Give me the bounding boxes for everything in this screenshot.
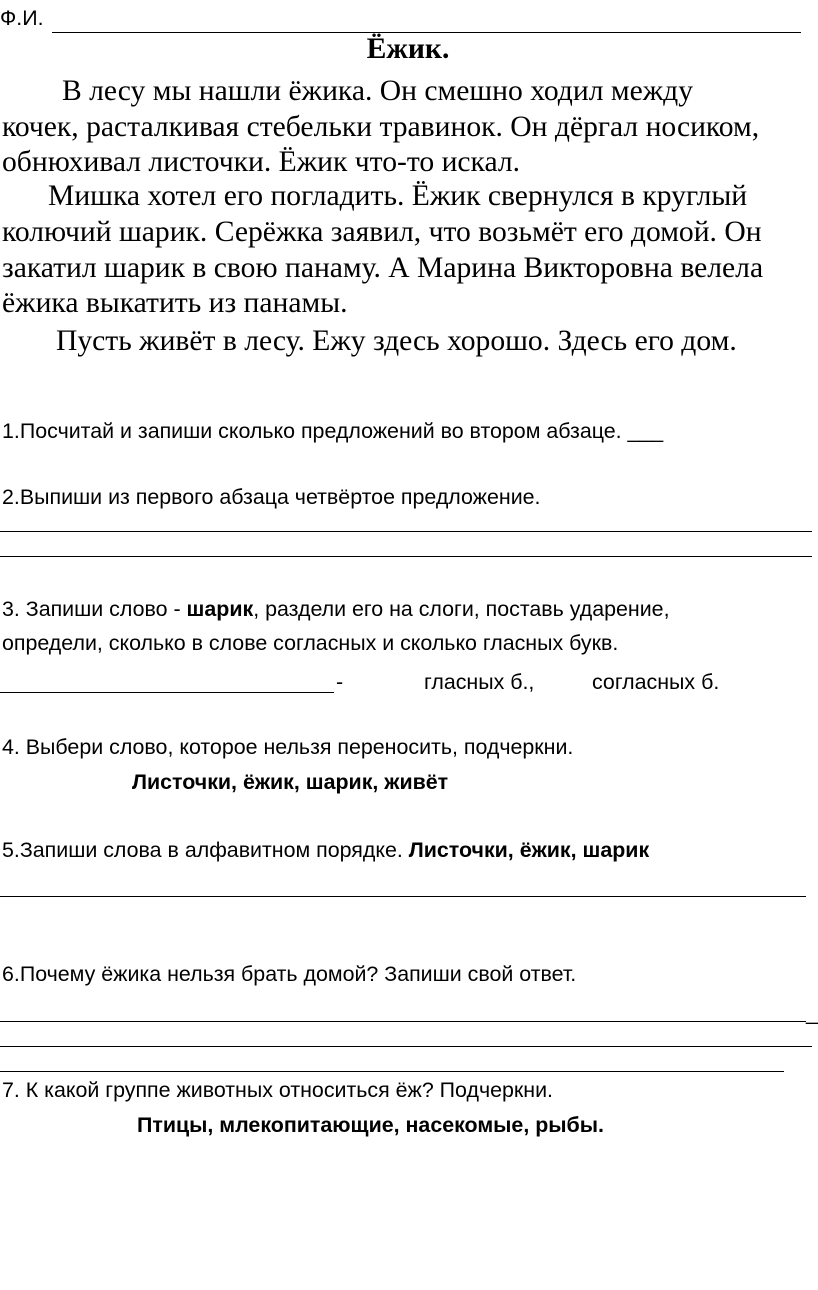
task-3-text-line-2: определи, сколько в слове согласных и сколько гласных букв. xyxy=(2,631,619,655)
story-line: кочек, расталкивая стебельки травинок. Он дёргал носиком, xyxy=(2,111,760,143)
task-5-answer-line[interactable] xyxy=(0,896,806,897)
page-title: Ёжик. xyxy=(366,33,450,65)
story-line: Мишка хотел его погладить. Ёжик свернулся в круглый xyxy=(48,180,748,212)
task-3-consonants-label: согласных б. xyxy=(592,670,720,694)
task-2-text: 2.Выпиши из первого абзаца четвёртое предложение. xyxy=(2,485,541,509)
task-7-words[interactable]: Птицы, млекопитающие, насекомые, рыбы. xyxy=(137,1113,604,1137)
story-line: ёжика выкатить из панамы. xyxy=(2,287,348,319)
task-3-prefix: 3. Запиши слово - xyxy=(2,597,187,621)
task-4-words[interactable]: Листочки, ёжик, шарик, живёт xyxy=(132,770,449,794)
task-3-dash: - xyxy=(336,670,344,694)
task-2-answer-line-1[interactable] xyxy=(0,531,812,532)
task-3-answer-line[interactable] xyxy=(0,692,334,693)
story-line: обнюхивал листочки. Ёжик что-то искал. xyxy=(2,146,521,178)
task-6-line-tail: _ xyxy=(806,1001,818,1025)
task-5-words: Листочки, ёжик, шарик xyxy=(408,838,650,862)
task-3-text xyxy=(2,599,670,620)
task-3-suffix: , раздели его на слоги, поставь ударение, xyxy=(253,597,670,621)
story-line: закатил шарик в свою панаму. А Марина Викторовна велела xyxy=(2,252,764,284)
task-6-answer-line-1[interactable] xyxy=(0,1021,806,1022)
task-6-answer-line-2[interactable] xyxy=(0,1046,812,1047)
task-5-prompt: 5.Запиши слова в алфавитном порядке. xyxy=(2,838,409,862)
task-5-text xyxy=(2,840,649,861)
task-4-text: 4. Выбери слово, которое нельзя переносить, подчеркни. xyxy=(2,735,574,759)
task-7-text: 7. К какой группе животных относиться ёж? Подчеркни. xyxy=(2,1078,553,1102)
story-line: колючий шарик. Серёжка заявил, что возьмёт его домой. Он xyxy=(2,216,762,248)
task-2-answer-line-2[interactable] xyxy=(0,556,812,557)
task-6-answer-line-3[interactable] xyxy=(0,1071,784,1072)
story-line: Пусть живёт в лесу. Ежу здесь хорошо. Здесь его дом. xyxy=(56,325,737,357)
task-3-word: шарик xyxy=(186,597,254,621)
story-line: В лесу мы нашли ёжика. Он смешно ходил между xyxy=(62,75,694,107)
task-1-text: 1.Посчитай и запиши сколько предложений во втором абзаце. ___ xyxy=(2,419,664,443)
task-6-text: 6.Почему ёжика нельзя брать домой? Запиши свой ответ. xyxy=(2,962,577,986)
task-3-vowels-label: гласных б., xyxy=(424,670,535,694)
name-label: Ф.И. xyxy=(0,6,44,30)
